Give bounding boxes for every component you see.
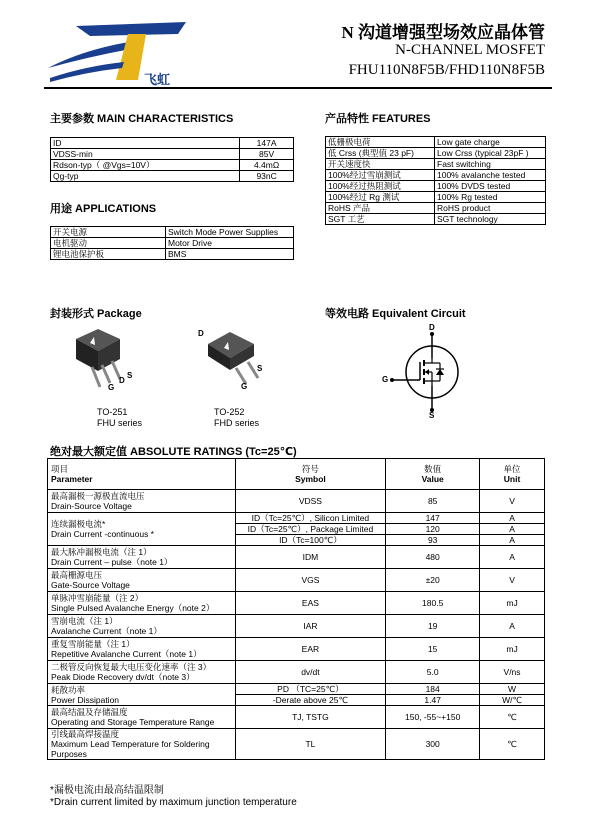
feature-en: RoHS product [435, 203, 546, 214]
table-row [48, 661, 545, 684]
to251-drain-pin-label: D [119, 376, 125, 385]
value-cell: 150, -55~+150 [386, 706, 480, 729]
value-cell: ±20 [386, 569, 480, 592]
part-numbers: FHU110N8F5B/FHD110N8F5B [348, 62, 545, 78]
characteristic-name: Rdson-typ（ @Vgs=10V） [51, 160, 240, 171]
table-row [48, 546, 545, 569]
ratings-header-row [48, 459, 545, 490]
parameter-en: Avalanche Current（note 1） [51, 626, 162, 636]
table-row [48, 729, 545, 760]
parameter-en: Operating and Storage Temperature Range [51, 717, 215, 727]
symbol-cell: -Derate above 25℃ [235, 695, 386, 706]
table-row [51, 227, 294, 238]
table-row [326, 170, 546, 181]
application-cn: 开关电源 [51, 227, 166, 238]
unit-cell: V/ns [480, 661, 545, 684]
symbol-cell: IDM [235, 546, 386, 569]
parameter-en: Drain Current -continuous * [51, 529, 154, 539]
table-row [326, 181, 546, 192]
table-row [48, 513, 545, 524]
unit-cell: W [480, 684, 545, 695]
features-heading: 产品特性 FEATURES [325, 113, 431, 125]
feature-cn: 低栅极电荷 [326, 137, 435, 148]
value-cell: 5.0 [386, 661, 480, 684]
characteristic-value: 4.4mΩ [240, 160, 294, 171]
ratings-table [47, 458, 545, 760]
footnote-en: *Drain current limited by maximum junction temperature [50, 797, 297, 808]
parameter-cell [48, 661, 236, 684]
title-cn: N 沟道增强型场效应晶体管 [341, 23, 545, 42]
to251-source-pin-label: S [127, 371, 133, 380]
logo-text: 飞虹 [144, 73, 171, 88]
parameter-cn: 最高结温及存储温度 [51, 707, 128, 717]
feature-cn: 低 Crss (典型值 23 pF) [326, 148, 435, 159]
circuit-gate-label: G [382, 375, 389, 384]
to252-package-image [196, 326, 276, 392]
unit-cell: V [480, 490, 545, 513]
to252-label [214, 407, 259, 429]
application-en: Switch Mode Power Supplies [166, 227, 294, 238]
parameter-en: Gate-Source Voltage [51, 580, 130, 590]
table-row [48, 592, 545, 615]
table-row [51, 171, 294, 182]
feature-en: 100% DVDS tested [435, 181, 546, 192]
value-cell: 300 [386, 729, 480, 760]
unit-cell: mJ [480, 638, 545, 661]
mosfet-symbol [380, 320, 480, 420]
table-row [51, 149, 294, 160]
table-row [326, 137, 546, 148]
unit-cell: V [480, 569, 545, 592]
parameter-cn: 最高漏极一源极直流电压 [51, 491, 145, 501]
feature-cn: 100%经过雪崩测试 [326, 170, 435, 181]
package-heading: 封装形式 Package [50, 308, 142, 320]
parameter-cell [48, 684, 236, 706]
feature-en: 100% Rg tested [435, 192, 546, 203]
unit-cell: A [480, 546, 545, 569]
features-table [325, 136, 546, 225]
to251-label [97, 407, 142, 429]
feature-en: SGT technology [435, 214, 546, 225]
value-header: 数值 Value [386, 459, 480, 490]
circuit-heading: 等效电路 Equivalent Circuit [325, 308, 466, 320]
characteristic-value: 93nC [240, 171, 294, 182]
title-en: N-CHANNEL MOSFET [395, 42, 545, 58]
unit-cell: A [480, 535, 545, 546]
main-characteristics-heading: 主要参数 MAIN CHARACTERISTICS [50, 113, 234, 125]
parameter-en: Drain-Source Voltage [51, 501, 132, 511]
applications-table [50, 226, 294, 260]
feature-cn: 100%经过 Rg 测试 [326, 192, 435, 203]
parameter-cell [48, 592, 236, 615]
to252-series: FHD series [214, 418, 260, 428]
parameter-cell [48, 638, 236, 661]
application-en: Motor Drive [166, 238, 294, 249]
to251-gate-pin-label: G [108, 383, 115, 392]
characteristic-value: 85V [240, 149, 294, 160]
table-row [326, 159, 546, 170]
applications-heading: 用途 APPLICATIONS [50, 203, 157, 215]
parameter-cell [48, 706, 236, 729]
characteristic-name: Qg-typ [51, 171, 240, 182]
to252-name: TO-252 [214, 407, 245, 417]
symbol-cell: ID（Tc=100℃） [235, 535, 386, 546]
table-row [326, 148, 546, 159]
header-divider [44, 87, 552, 89]
characteristic-name: VDSS-min [51, 149, 240, 160]
param-header: 项目 Parameter [48, 459, 236, 490]
value-cell: 184 [386, 684, 480, 695]
table-row [51, 249, 294, 260]
value-cell: 120 [386, 524, 480, 535]
table-row [51, 160, 294, 171]
unit-cell: A [480, 524, 545, 535]
unit-cell: W/℃ [480, 695, 545, 706]
parameter-cell [48, 569, 236, 592]
value-cell: 147 [386, 513, 480, 524]
value-cell: 480 [386, 546, 480, 569]
to251-name: TO-251 [97, 407, 128, 417]
symbol-cell: EAS [235, 592, 386, 615]
footnote-cn: *漏极电流由最高结温限制 [50, 785, 164, 796]
table-row [48, 706, 545, 729]
parameter-cell [48, 546, 236, 569]
parameter-en: Drain Current – pulse（note 1） [51, 557, 173, 567]
symbol-cell: VDSS [235, 490, 386, 513]
value-cell: 15 [386, 638, 480, 661]
table-row [48, 569, 545, 592]
parameter-cn: 雪崩电流（注 1） [51, 616, 118, 626]
to252-source-pin-label: S [257, 364, 263, 373]
table-row [326, 214, 546, 225]
parameter-en: Peak Diode Recovery dv/dt（note 3） [51, 672, 195, 682]
feature-cn: 开关速度快 [326, 159, 435, 170]
characteristic-value: 147A [240, 138, 294, 149]
application-en: BMS [166, 249, 294, 260]
symbol-cell: ID（Tc=25℃）, Silicon Limited [235, 513, 386, 524]
application-cn: 锂电池保护板 [51, 249, 166, 260]
circuit-drain-label: D [429, 323, 435, 332]
unit-cell: ℃ [480, 706, 545, 729]
table-row [326, 192, 546, 203]
table-row [48, 615, 545, 638]
parameter-cn: 最高栅源电压 [51, 570, 103, 580]
table-row [48, 638, 545, 661]
parameter-en: Single Pulsed Avalanche Energy（note 2） [51, 603, 215, 613]
company-logo [46, 18, 194, 94]
symbol-cell: PD （TC=25℃） [235, 684, 386, 695]
symbol-cell: VGS [235, 569, 386, 592]
characteristic-name: ID [51, 138, 240, 149]
parameter-cell [48, 513, 236, 546]
value-cell: 1.47 [386, 695, 480, 706]
to252-gate-pin-label: G [241, 382, 248, 391]
parameter-cell [48, 615, 236, 638]
feature-en: 100% avalanche tested [435, 170, 546, 181]
unit-cell: A [480, 615, 545, 638]
parameter-cn: 引线最高焊接温度 [51, 729, 120, 739]
symbol-cell: dv/dt [235, 661, 386, 684]
parameter-cn: 最大脉冲漏极电流（注 1） [51, 547, 152, 557]
feature-en: Low gate charge [435, 137, 546, 148]
symbol-cell: ID（Tc=25℃）, Package Limited [235, 524, 386, 535]
table-row [48, 684, 545, 695]
symbol-cell: EAR [235, 638, 386, 661]
table-row [326, 203, 546, 214]
feature-cn: RoHS 产品 [326, 203, 435, 214]
feature-en: Low Crss (typical 23pF ) [435, 148, 546, 159]
value-cell: 85 [386, 490, 480, 513]
feature-cn: SGT 工艺 [326, 214, 435, 225]
value-cell: 19 [386, 615, 480, 638]
symbol-cell: TL [235, 729, 386, 760]
table-row [51, 238, 294, 249]
symbol-header: 符号 Symbol [235, 459, 386, 490]
parameter-cn: 耗散功率 [51, 684, 86, 695]
to251-series: FHU series [97, 418, 143, 428]
parameter-cn: 连续漏极电流* [51, 519, 106, 529]
application-cn: 电机驱动 [51, 238, 166, 249]
unit-header: 单位 Unit [480, 459, 545, 490]
parameter-en: Maximum Lead Temperature for Soldering Purposes [51, 739, 210, 759]
main-characteristics-table [50, 137, 294, 182]
parameter-cn: 重复雪崩能量（注 1） [51, 639, 135, 649]
unit-cell: ℃ [480, 729, 545, 760]
circuit-source-label: S [429, 411, 435, 420]
table-row [51, 138, 294, 149]
parameter-en: Repetitive Avalanche Current（note 1） [51, 649, 202, 659]
feature-cn: 100%经过热阻测试 [326, 181, 435, 192]
unit-cell: mJ [480, 592, 545, 615]
symbol-cell: IAR [235, 615, 386, 638]
parameter-cn: 单脉冲雪崩能量（注 2） [51, 593, 144, 603]
symbol-cell: TJ, TSTG [235, 706, 386, 729]
table-row [48, 490, 545, 513]
to252-drain-pin-label: D [198, 329, 204, 338]
parameter-cell [48, 729, 236, 760]
unit-cell: A [480, 513, 545, 524]
value-cell: 93 [386, 535, 480, 546]
value-cell: 180.5 [386, 592, 480, 615]
feature-en: Fast switching [435, 159, 546, 170]
parameter-cell [48, 490, 236, 513]
ratings-heading: 绝对最大额定值 ABSOLUTE RATINGS (Tc=25℃) [50, 446, 297, 458]
parameter-en: Power Dissipation [51, 694, 120, 705]
parameter-cn: 二极管反向恢复最大电压变化速率（注 3） [51, 662, 212, 672]
